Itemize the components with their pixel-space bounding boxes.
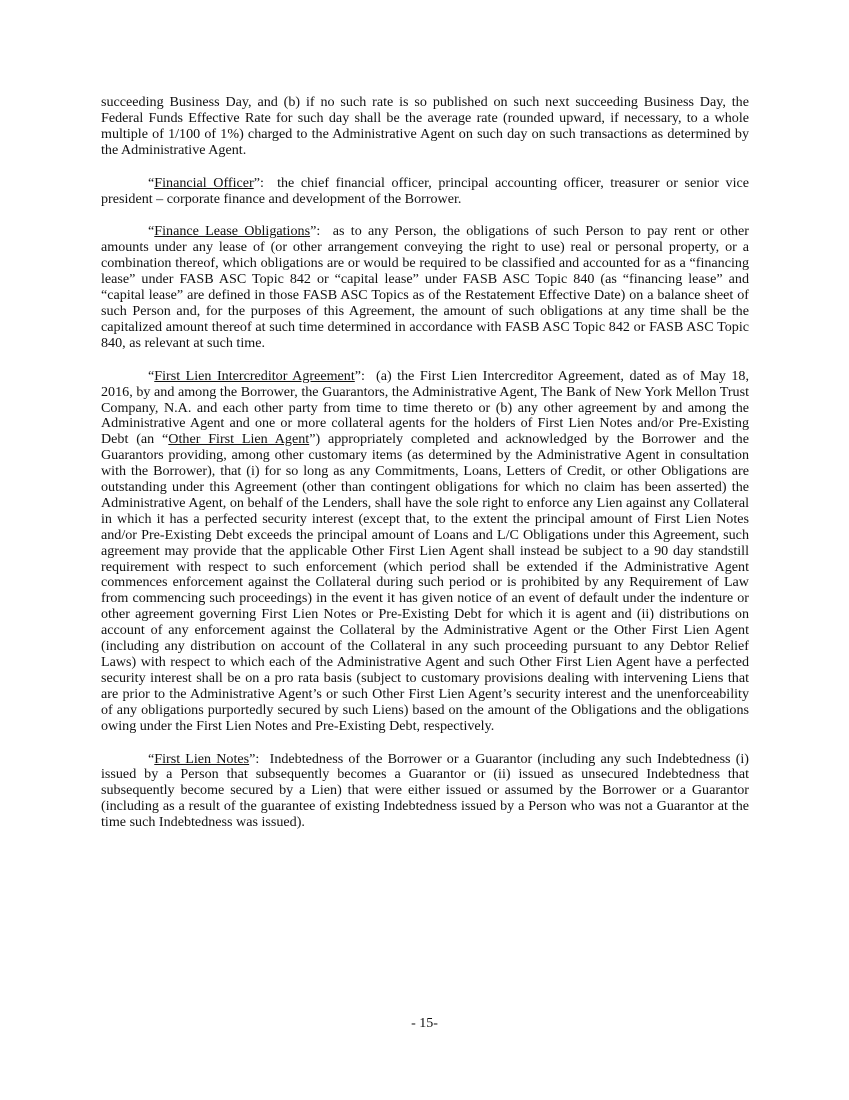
defined-term: First Lien Notes [154,750,250,767]
inline-defined-term: Other First Lien Agent [168,431,310,448]
definition-first-lien-intercreditor-agreement: “First Lien Intercreditor Agreement”: (a) the First Lien Intercreditor Agreement, dated as of May 18, 2016, by and among the Borrower, the Guarantors, the Administrative Agent, The Bank of New York Mellon Trust Company, N.A. and each other party from time to time thereto or (b) any other agreement by and among the Administrative Agent and one or more collateral agents for the holders of First Lien Notes and/or Pre-Existing Debt (an “Other First Lien Agent”) appropriately completed and acknowledged by the Borrower and the Guarantors providing, among other customary items (as determined by the Administrative Agent in consultation with the Borrower), that (i) for so long as any Commitments, Loans, Letters of Credit, or other Obligations are outstanding under this Agreement (other than contingent obligations for which no claim has been asserted) the Administrative Agent, on behalf of the Lenders, shall have the sole right to enforce any Lien against any Collateral in which it has a perfected security interest (except that, to the extent the principal amount of First Lien Notes and/or Pre-Existing Debt exceeds the principal amount of Loans and L/C Obligations under this Agreement, such agreement may provide that the applicable Other First Lien Agent shall instead be subject to a 90 day standstill requirement with respect to such enforcement (which period shall be extended if the Administrative Agent commences enforcement against the Collateral during such period or is prohibited by any Requirement of Law from commencing such proceedings) in the event it has given notice of an event of default under the indenture or other agreement governing First Lien Notes or Pre-Existing Debt for which it is agent and (ii) distributions on account of any enforcement against the Collateral by the Administrative Agent or the Other First Lien Agent (including any distribution on account of the Collateral in any such proceeding pursuant to any Debtor Relief Laws) with respect to which each of the Administrative Agent and such Other First Lien Agent have a perfected security interest shall be on a pro rata basis (subject to customary provisions dealing with intervening Liens that are prior to the Administrative Agent’s or such Other First Lien Agent’s security interest and the unenforceability of any obligations purportedly secured by such Liens) based on the amount of the Obligations and the obligations owing under the First Lien Notes and Pre-Existing Debt, respectively. [101,367,749,734]
definition-financial-officer: “Financial Officer”: the chief financial officer, principal accounting officer, treasurer or senior vice president – corporate finance and development of the Borrower. [101,174,750,207]
document-body [101,95,749,848]
paragraph-text: succeeding Business Day, and (b) if no such rate is so published on such next succeeding Business Day, the Federal Funds Effective Rate for such day shall be the average rate (rounded upward, if necessary, to a whole multiple of 1/100 of 1%) charged to the Administrative Agent on such day on such transactions as determined by the Administrative Agent. [101,94,749,158]
defined-term: First Lien Intercreditor Agreement [154,367,355,384]
definition-text-continued: ”) appropriately completed and acknowledged by the Borrower and the Guarantors providing, among other customary items (as determined by the Administrative Agent in consultation with the Borrower), that (i) for so long as any Commitments, Loans, Letters of Credit, or other Obligations are outstanding under this Agreement (other than contingent obligations for which no claim has been asserted) the Administrative Agent, on behalf of the Lenders, shall have the sole right to enforce any Lien against any Collateral in which it has a perfected security interest (except that, to the extent the principal amount of First Lien Notes and/or Pre-Existing Debt exceeds the principal amount of Loans and L/C Obligations under this Agreement, such agreement may provide that the applicable Other First Lien Agent shall instead be subject to a 90 day standstill requirement with respect to such enforcement (which period shall be extended if the Administrative Agent commences enforcement against the Collateral during such period or is prohibited by any Requirement of Law from commencing such proceedings) in the event it has given notice of an event of default under the indenture or other agreement governing First Lien Notes or Pre-Existing Debt for which it is agent and (ii) distributions on account of any enforcement against the Collateral by the Administrative Agent or the Other First Lien Agent (including any distribution on account of the Collateral in any such proceeding pursuant to any Debtor Relief Laws) with respect to which each of the Administrative Agent and such Other First Lien Agent have a perfected security interest shall be on a pro rata basis (subject to customary provisions dealing with intervening Liens that are prior to the Administrative Agent’s or such Other First Lien Agent’s security interest and the unenforceability of any obligations purportedly secured by such Liens) based on the amount of the Obligations and the obligations owing under the First Lien Notes and Pre-Existing Debt, respectively. [101,431,749,734]
page-number: - 15- [411,1016,438,1031]
defined-term: Finance Lease Obligations [154,223,311,240]
definition-text: as to any Person, the obligations of such Person to pay rent or other amounts under any lease of (or other arrangement conveying the right to use) real or personal property, or a combination thereof, which obligations are or would be required to be classified and accounted for as a “financing lease” under FASB ASC Topic 842 or “capital lease” under FASB ASC Topic 840 (as “financing lease” and “capital lease” are defined in those FASB ASC Topics as of the Restatement Effective Date) on a balance sheet of such Person and, for the purposes of this Agreement, the amount of such obligations at any time shall be the capitalized amount thereof at such time determined in accordance with FASB ASC Topic 842 or FASB ASC Topic 840, as relevant at such time. [101,223,749,351]
definition-text: Indebtedness of the Borrower or a Guarantor (including any such Indebtedness (i) issued by a Person that subsequently becomes a Guarantor or (ii) issued as unsecured Indebtedness that subsequently become secured by a Lien) that were either issued or assumed by the Borrower or a Guarantor (including as a result of the guarantee of existing Indebtedness issued by a Person who was not a Guarantor at the time such Indebtedness was issued). [101,750,749,831]
defined-term: Financial Officer [154,174,254,191]
paragraph-continuation [101,95,749,159]
definition-first-lien-notes: “First Lien Notes”: Indebtedness of the Borrower or a Guarantor (including any such Indebtedness (i) issued by a Person that subsequently becomes a Guarantor or (ii) issued as unsecured Indebtedness that subsequently become secured by a Lien) that were either issued or assumed by the Borrower or a Guarantor (including as a result of the guarantee of existing Indebtedness issued by a Person who was not a Guarantor at the time such Indebtedness was issued). [101,750,749,831]
definition-text: (a) the First Lien Intercreditor Agreement, dated as of May 18, 2016, by and among the Borrower, the Guarantors, the Administrative Agent, The Bank of New York Mellon Trust Company, N.A. and each other party from time to time thereto or (b) any other agreement by and among the Administrative Agent and one or more collateral agents for the holders of First Lien Notes and/or Pre-Existing Debt (an “ [101,367,749,448]
definition-text: the chief financial officer, principal accounting officer, treasurer or senior vice president – corporate finance and development of the Borrower. [101,174,750,207]
definition-finance-lease-obligations: “Finance Lease Obligations”: as to any Person, the obligations of such Person to pay rent or other amounts under any lease of (or other arrangement conveying the right to use) real or personal property, or a combination thereof, which obligations are or would be required to be classified and accounted for as a “financing lease” under FASB ASC Topic 842 or “capital lease” under FASB ASC Topic 840 (as “financing lease” and “capital lease” are defined in those FASB ASC Topics as of the Restatement Effective Date) on a balance sheet of such Person and, for the purposes of this Agreement, the amount of such obligations at any time shall be the capitalized amount thereof at such time determined in accordance with FASB ASC Topic 842 or FASB ASC Topic 840, as relevant at such time. [101,223,749,351]
